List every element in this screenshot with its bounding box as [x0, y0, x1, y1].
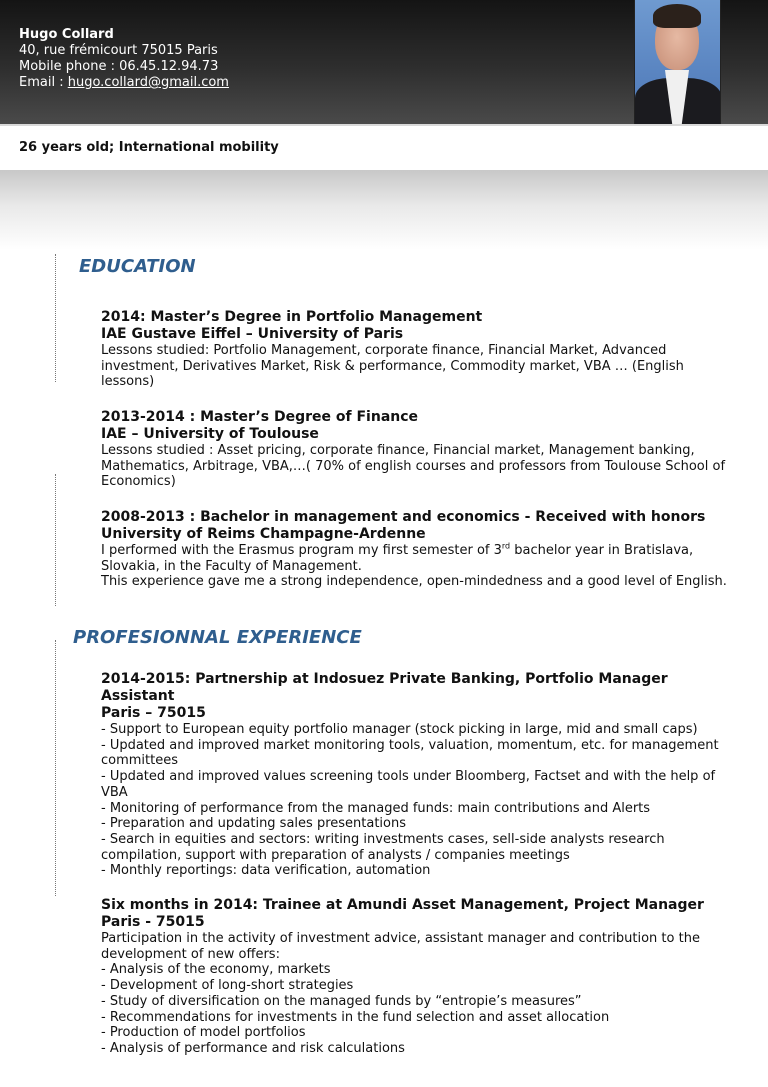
education-entry	[101, 509, 731, 590]
job-bullet: - Study of diversification on the managed funds by “entropie’s measures”	[101, 993, 582, 1009]
job-title: Six months in 2014: Trainee at Amundi Asset Management, Project Manager	[101, 897, 704, 913]
degree-description: Lessons studied : Asset pricing, corporate finance, Financial market, Management banking, Mathematics, Arbitrage, VBA,…( 70% of english courses and professors from Toulouse School of Economics)	[101, 443, 726, 490]
degree-title: 2013-2014 : Master’s Degree of Finance	[101, 409, 419, 425]
degree-description: Lessons studied: Portfolio Management, corporate finance, Financial Market, Advanced investment, Derivatives Market, Risk & performance, Commodity market, VBA … (English lessons)	[101, 343, 684, 390]
education-title: EDUCATION	[79, 256, 196, 277]
contact-block	[19, 27, 229, 91]
phone: Mobile phone : 06.45.12.94.73	[19, 59, 219, 74]
address: 40, rue frémicourt 75015 Paris	[19, 43, 218, 58]
degree-description	[101, 543, 731, 574]
photo-hair	[653, 4, 701, 28]
tagline: 26 years old; International mobility	[19, 140, 279, 155]
job-bullet: - Development of long-short strategies	[101, 978, 354, 994]
job-location: Paris – 75015	[101, 705, 206, 721]
section-guide-line	[55, 474, 56, 606]
degree-title: 2008-2013 : Bachelor in management and economics - Received with honors	[101, 509, 706, 525]
institution: University of Reims Champagne-Ardenne	[101, 526, 426, 542]
job-bullet: - Analysis of performance and risk calculations	[101, 1040, 405, 1056]
job-bullet: Participation in the activity of investment advice, assistant manager and contribution to the development of new offers:	[101, 931, 700, 962]
job-bullet: - Updated and improved market monitoring tools, valuation, momentum, etc. for management committees	[101, 737, 719, 769]
job-bullet: - Recommendations for investments in the fund selection and asset allocation	[101, 1009, 610, 1025]
experience-entry	[101, 671, 731, 879]
email-label: Email :	[19, 75, 68, 90]
erasmus-text-cont: bachelor year in Bratislava, Slovakia, in the Faculty of Management.	[101, 543, 694, 574]
section-guide-line	[55, 254, 56, 382]
email-link[interactable]: hugo.collard@gmail.com	[67, 75, 229, 90]
job-bullet: - Monthly reportings: data verification, automation	[101, 863, 431, 879]
profile-photo	[634, 0, 721, 124]
degree-title: 2014: Master’s Degree in Portfolio Management	[101, 309, 483, 325]
experience-note: This experience gave me a strong independence, open-mindedness and a good level of English.	[101, 574, 727, 590]
job-bullet: - Search in equities and sectors: writing investments cases, sell-side analysts research compilation, support with preparation of analysts / companies meetings	[101, 831, 665, 863]
tagline-bar	[0, 124, 768, 170]
erasmus-text: I performed with the Erasmus program my first semester of 3	[101, 543, 502, 558]
education-entry	[101, 309, 731, 390]
job-bullet: - Production of model portfolios	[101, 1025, 306, 1041]
institution: IAE Gustave Eiffel – University of Paris	[101, 326, 404, 342]
job-title: 2014-2015: Partnership at Indosuez Private Banking, Portfolio Manager Assistant	[101, 671, 668, 704]
experience-entry	[101, 897, 731, 1057]
email-line	[19, 75, 229, 91]
job-bullet: - Analysis of the economy, markets	[101, 962, 331, 978]
job-bullet: - Support to European equity portfolio manager (stock picking in large, mid and small caps)	[101, 722, 698, 737]
job-bullet: - Monitoring of performance from the managed funds: main contributions and Alerts	[101, 800, 651, 816]
section-guide-line	[55, 640, 56, 896]
job-bullet: - Updated and improved values screening tools under Bloomberg, Factset and with the help of VBA	[101, 769, 716, 800]
experience-title: PROFESIONNAL EXPERIENCE	[73, 627, 362, 648]
job-location: Paris - 75015	[101, 914, 205, 930]
job-bullet: - Preparation and updating sales presentations	[101, 816, 406, 832]
candidate-name: Hugo Collard	[19, 27, 114, 42]
institution: IAE – University of Toulouse	[101, 426, 319, 442]
header-fade	[0, 170, 768, 250]
education-entry	[101, 409, 731, 490]
ordinal-suffix: rd	[501, 541, 511, 551]
